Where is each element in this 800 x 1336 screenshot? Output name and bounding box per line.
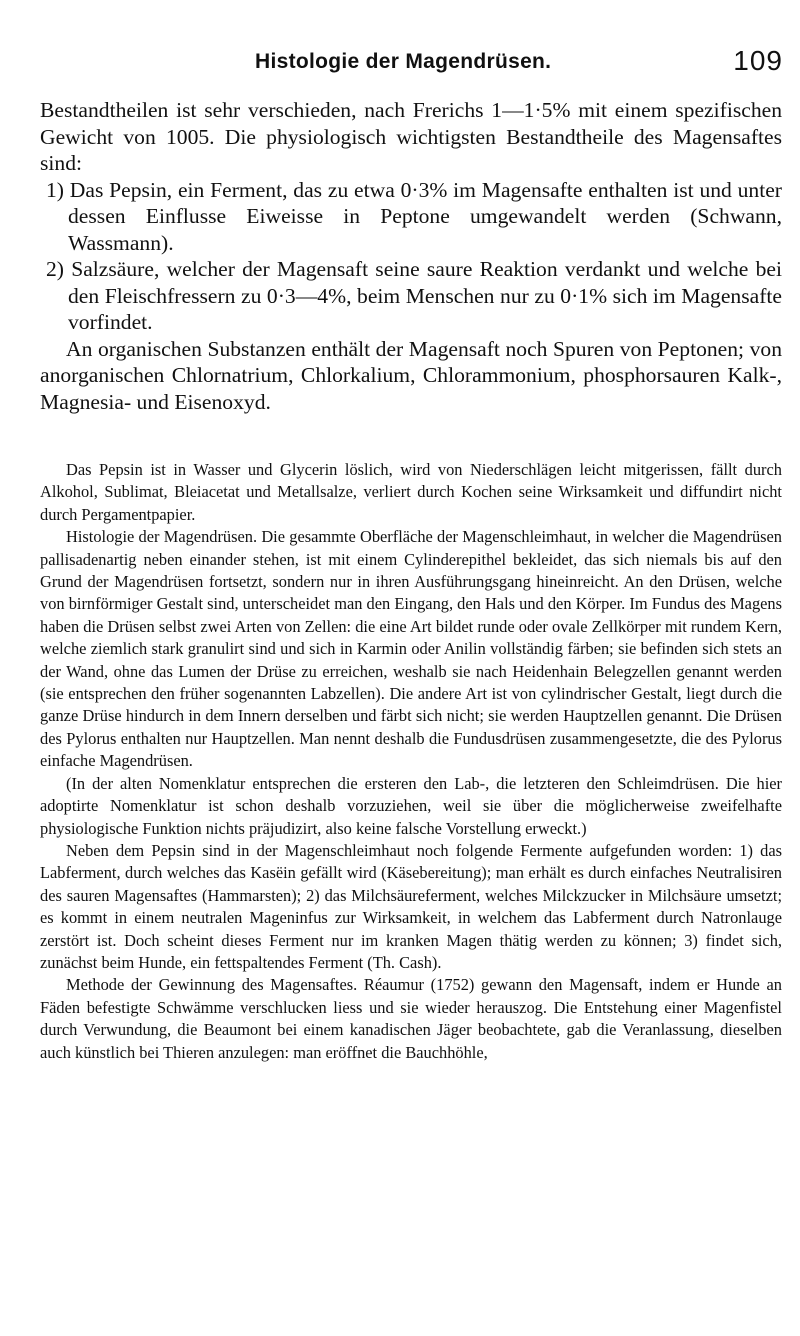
paragraph-pepsin-properties: Das Pepsin ist in Wasser und Glycerin löslich, wird von Niederschlägen leicht mitgerissen, fällt durch Alkohol, Sublimat, Bleiacetat und Metallsalze, verliert durch Kochen seine Wirksamkeit und diffundirt nicht durch Pergamentpapier. xyxy=(40,460,782,524)
page-number: 109 xyxy=(733,45,783,76)
paragraph-continuation: Bestandtheilen ist sehr verschieden, nach Frerichs 1—1·5% mit einem spezifischen Gewicht von 1005. Die physiologisch wichtigsten Bestandtheile des Magensaftes sind: xyxy=(40,98,782,175)
list-item-hydrochloric-acid: 2) Salzsäure, welcher der Magensaft seine saure Reaktion verdankt und welche bei den Fleischfressern zu 0·3—4%, beim Menschen nur zu 0·1% sich im Magensafte vorfindet. xyxy=(46,257,782,334)
paragraph-histology: Histologie der Magendrüsen. Die gesammte Oberfläche der Magenschleimhaut, in welcher die Magendrüsen pallisadenartig neben einander stehen, ist mit einem Cylinderepithel bekleidet, das sich niemals bis auf den Grund der Magendrüsen fortsetzt, sondern nur in ihren Ausführungsgang hineinreicht. An den Drüsen, welche von birnförmiger Gestalt sind, unterscheidet man den Eingang, den Hals und den Körper. Im Fundus des Magens haben die Drüsen selbst zwei Arten von Zellen: die eine Art bildet runde oder ovale Zellkörper mit rundem Kern, welche ziemlich stark granulirt sind und sich in Karmin oder Anilin vollständig färben; sie befinden sich stets an der Wand, ohne das Lumen der Drüse zu erreichen, weshalb sie nach Heidenhain Belegzellen genannt werden (sie entsprechen den früher sogenannten Labzellen). Die andere Art ist von cylindrischer Gestalt, liegt durch die ganze Drüse hindurch in dem Innern derselben und färbt sich nicht; sie werden Hauptzellen genannt. Die Drüsen des Pylorus enthalten nur Hauptzellen. Man nennt deshalb die Fundusdrüsen zusammengesetzte, die des Pylorus einfache Magendrüsen. xyxy=(40,527,782,771)
paragraph-ferments: Neben dem Pepsin sind in der Magenschleimhaut noch folgende Fermente aufgefunden worden: 1) das Labferment, durch welches das Kasëin gefällt wird (Käsebereitung); man erhält es durch einfaches Neutralisiren des sauren Magensaftes (Hammarsten); 2) das Milchsäureferment, welches Milckzucker in Milchsäure umsetzt; es kommt in einem neutralen Mageninfus zur Wirksamkeit, in welchem das Labferment durch Natronlauge zerstört ist. Doch scheint dieses Ferment nur im kranken Magen thätig werden zu können; 3) findet sich, zunächst beim Hunde, ein fettspaltendes Ferment (Th. Cash). xyxy=(40,840,782,972)
main-text-small xyxy=(40,459,782,1064)
book-page xyxy=(40,0,785,1336)
main-text-large xyxy=(40,97,782,415)
list-item-pepsin: 1) Das Pepsin, ein Ferment, das zu etwa 0·3% im Magensafte enthalten ist und unter dessen Einflusse Eiweisse in Peptone umgewandelt werden (Schwann, Wassmann). xyxy=(46,177,782,255)
paragraph-substances: An organischen Substanzen enthält der Magensaft noch Spuren von Peptonen; von anorganischen Chlornatrium, Chlorkalium, Chlorammonium, phosphorsauren Kalk-, Magnesia- und Eisenoxyd. xyxy=(40,336,782,414)
running-head xyxy=(40,45,785,82)
running-title: Histologie der Magendrüsen. xyxy=(255,50,552,73)
paragraph-method: Methode der Gewinnung des Magensaftes. Réaumur (1752) gewann den Magensaft, indem er Hunde an Fäden befestigte Schwämme verschlucken liess und sie wieder herauszog. Die Entstehung einer Magenfistel durch Verwundung, die Beaumont bei einem kanadischen Jäger beobachtete, gab die Veranlassung, dieselben auch künstlich bei Thieren anzulegen: man eröffnet die Bauchhöhle, xyxy=(40,975,782,1062)
paragraph-nomenclature: (In der alten Nomenklatur entsprechen die ersteren den Lab-, die letzteren den Schleimdrüsen. Die hier adoptirte Nomenklatur ist schon deshalb vorzuziehen, weil sie über die möglicherweise zweifelhafte physiologische Funktion nichts präjudizirt, also keine falsche Vorstellung erweckt.) xyxy=(40,773,782,838)
